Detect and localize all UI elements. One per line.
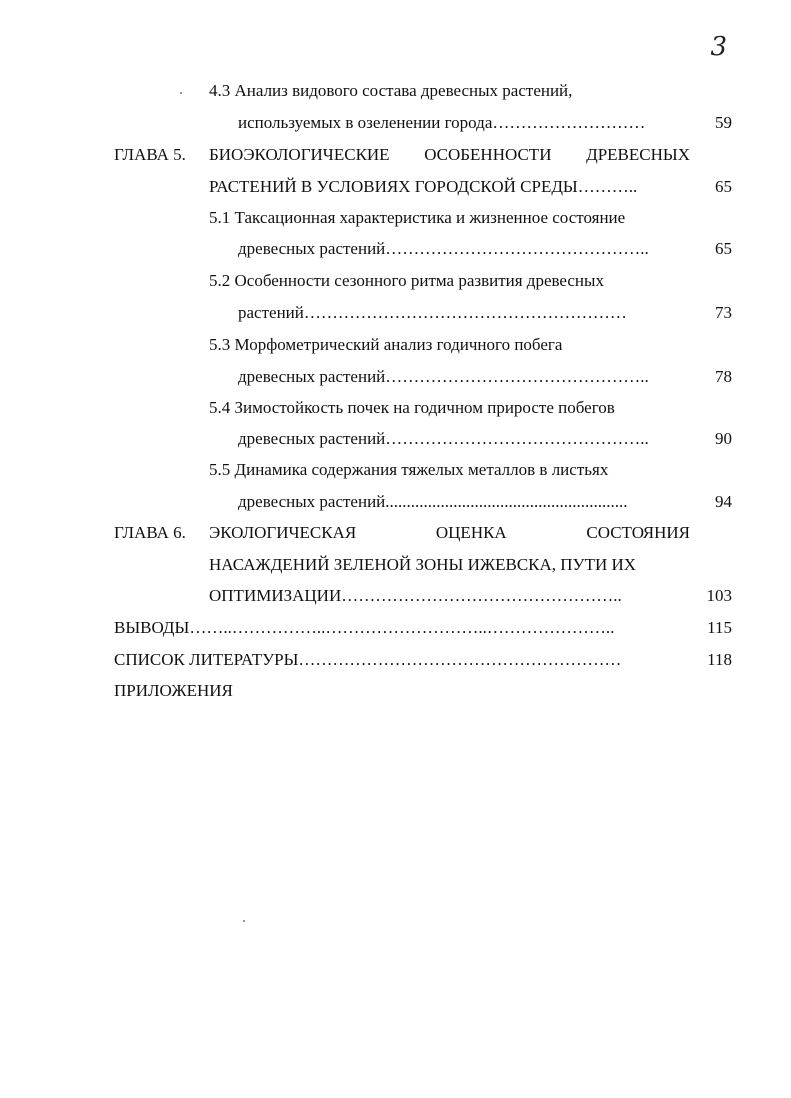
toc-4-3-page: 59 (715, 113, 732, 132)
toc-5-4-line1: 5.4 Зимостойкость почек на годичном приросте побегов (209, 398, 615, 417)
toc-5-1-page: 65 (715, 239, 732, 258)
toc-ch5-title-line2: РАСТЕНИЙ В УСЛОВИЯХ ГОРОДСКОЙ СРЕДЫ……….. (209, 177, 638, 196)
toc-ch5-label: ГЛАВА 5. (114, 145, 186, 164)
toc-ch5-word2: ОСОБЕННОСТИ (424, 145, 552, 164)
toc-ch5-title-line1 (209, 145, 690, 165)
toc-5-4-page: 90 (715, 429, 732, 448)
toc-conclusions: ВЫВОДЫ……..……………..………………………..………………….. (114, 618, 615, 637)
toc-5-5-line1: 5.5 Динамика содержания тяжелых металлов в листьях (209, 460, 609, 479)
toc-ch6-word3: СОСТОЯНИЯ (586, 523, 690, 542)
toc-5-5-page: 94 (715, 492, 732, 511)
toc-ch5-word1: БИОЭКОЛОГИЧЕСКИЕ (209, 145, 390, 164)
toc-5-5-line2: древесных растений......................................................... (238, 492, 628, 511)
toc-5-2-line2: растений………………………………………………… (238, 303, 627, 322)
toc-ch6-word2: ОЦЕНКА (435, 523, 507, 542)
toc-ch6-page: 103 (706, 586, 732, 605)
scan-speck (180, 92, 182, 94)
toc-5-3-page: 78 (715, 367, 732, 386)
toc-ch6-title-line1 (209, 523, 690, 543)
toc-ch5-word3: ДРЕВЕСНЫХ (586, 145, 690, 164)
toc-ch6-word1: ЭКОЛОГИЧЕСКАЯ (209, 523, 357, 542)
toc-5-3-line2: древесных растений……………………………………….. (238, 367, 649, 386)
toc-4-3-line1: 4.3 Анализ видового состава древесных растений, (209, 81, 573, 100)
toc-5-2-line1: 5.2 Особенности сезонного ритма развития древесных (209, 271, 604, 290)
toc-ch6-title-line2: НАСАЖДЕНИЙ ЗЕЛЕНОЙ ЗОНЫ ИЖЕВСКА, ПУТИ ИХ (209, 555, 637, 574)
toc-5-1-line2: древесных растений……………………………………….. (238, 239, 649, 258)
toc-5-3-line1: 5.3 Морфометрический анализ годичного побега (209, 335, 563, 354)
handwritten-page-number: 3 (710, 32, 727, 62)
toc-5-1-line1: 5.1 Таксационная характеристика и жизненное состояние (209, 208, 626, 227)
toc-appendix: ПРИЛОЖЕНИЯ (114, 681, 233, 700)
toc-references-page: 118 (707, 650, 732, 669)
toc-4-3-line2: используемых в озеленении города……………………… (238, 113, 646, 132)
toc-ch5-page: 65 (715, 177, 732, 196)
toc-conclusions-page: 115 (707, 618, 732, 637)
toc-references: СПИСОК ЛИТЕРАТУРЫ………………………………………………… (114, 650, 622, 669)
toc-ch6-label: ГЛАВА 6. (114, 523, 186, 542)
scan-speck (243, 920, 245, 922)
toc-5-2-page: 73 (715, 303, 732, 322)
toc-ch6-title-line3: ОПТИМИЗАЦИИ………………………………………….. (209, 586, 622, 605)
toc-5-4-line2: древесных растений……………………………………….. (238, 429, 649, 448)
